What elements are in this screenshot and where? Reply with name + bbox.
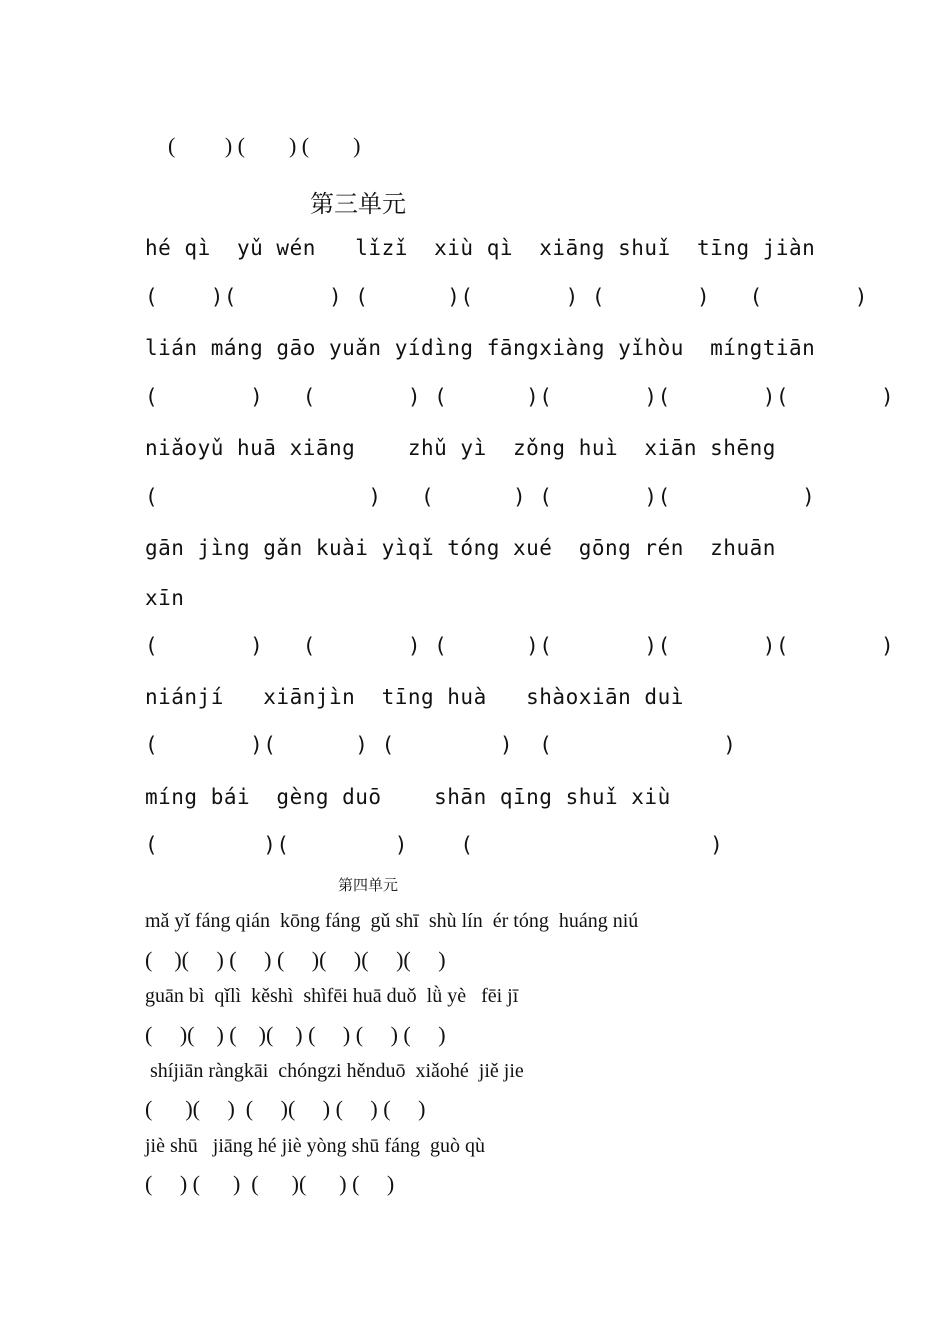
- unit3-pinyin-row-4-cont: xīn: [145, 586, 185, 610]
- unit4-pinyin-row-3: shíjiān ràngkāi chóngzi hěnduō xiǎohé jiě jie: [145, 1060, 524, 1082]
- unit4-title: 第四单元: [338, 876, 399, 894]
- unit3-pinyin-row-2: lián máng gāo yuǎn yídìng fāngxiàng yǐhòu míngtiān: [145, 336, 816, 360]
- unit4-parens-row-3: ( )( ) ( )( ) ( ) ( ): [145, 1096, 426, 1121]
- top-parens-line: ( ) ( ) ( ): [168, 133, 361, 158]
- unit3-parens-row-2: ( ) ( ) ( )( )( )( ): [145, 385, 895, 409]
- unit3-title: 第三单元: [310, 190, 406, 218]
- unit3-pinyin-row-5: niánjí xiānjìn tīng huà shàoxiān duì: [145, 685, 684, 709]
- unit3-parens-row-4: ( ) ( ) ( )( )( )( ): [145, 634, 895, 658]
- unit3-parens-row-1: ( )( ) ( )( ) ( ) ( ): [145, 285, 868, 309]
- unit3-pinyin-row-1: hé qì yǔ wén lǐzǐ xiù qì xiāng shuǐ tīng jiàn: [145, 236, 816, 260]
- unit4-parens-row-4: ( ) ( ) ( )( ) ( ): [145, 1171, 395, 1196]
- unit3-parens-row-5: ( )( ) ( ) ( ): [145, 733, 737, 757]
- unit4-pinyin-row-4: jiè shū jiāng hé jiè yòng shū fáng guò qù: [145, 1135, 485, 1157]
- unit3-pinyin-row-3: niǎoyǔ huā xiāng zhǔ yì zǒng huì xiān shēng: [145, 436, 776, 460]
- unit3-parens-row-3: ( ) ( ) ( )( ): [145, 485, 816, 509]
- unit3-parens-row-6: ( )( ) ( ): [145, 833, 724, 857]
- unit4-parens-row-2: ( )( ) ( )( ) ( ) ( ) ( ): [145, 1022, 446, 1047]
- unit4-pinyin-row-1: mǎ yǐ fáng qián kōng fáng gǔ shī shù lín ér tóng huáng niú: [145, 910, 639, 932]
- unit4-parens-row-1: ( )( ) ( ) ( )( )( )( ): [145, 947, 446, 972]
- unit3-pinyin-row-4: gān jìng gǎn kuài yìqǐ tóng xué gōng rén zhuān: [145, 536, 776, 560]
- unit4-pinyin-row-2: guān bì qǐlì kěshì shìfēi huā duǒ lǜ yè fēi jī: [145, 985, 519, 1007]
- unit3-pinyin-row-6: míng bái gèng duō shān qīng shuǐ xiù: [145, 785, 671, 809]
